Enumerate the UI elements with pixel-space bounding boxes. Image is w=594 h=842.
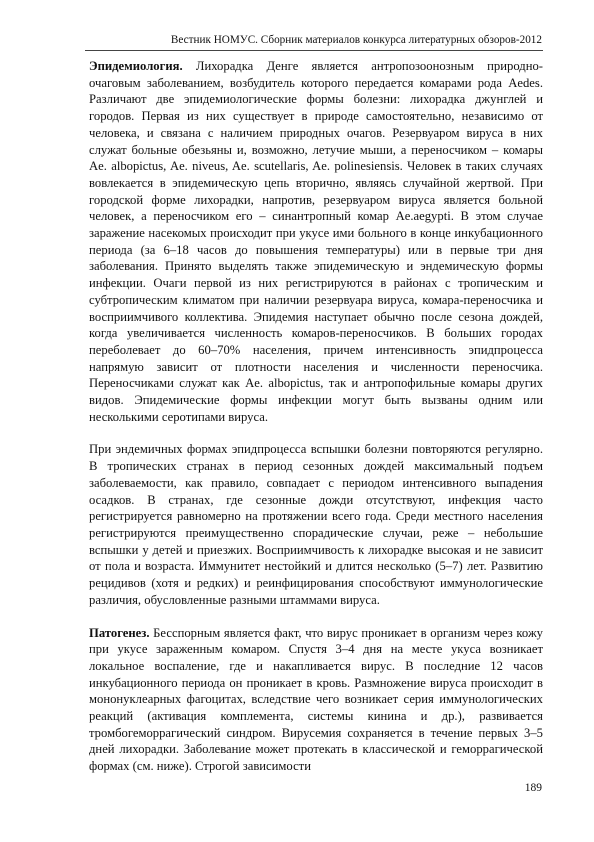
section-heading-pathogenesis: Патогенез. [89,625,150,640]
paragraph-text: Лихорадка Денге является антропозоонозным природно-очаговым заболеванием, возбудитель которого передается комарами рода Aedes. Различают две эпидемиологические формы болезни: лихорадка джунглей и городов. Первая из них существует в природе самостоятельно, независимо от человека, и связана с наличием природных очагов. Резервуаром вируса в них служат больные обезьяны и, возможно, летучие мыши, а переносчиком – комары Ae. albopictus, Ae. niveus, Ae. scutellaris, Ae. polinesiensis. Человек в таких случаях вовлекается в эпидемическую цепь вторично, являясь случайной жертвой. При городской форме лихорадки, напротив, резервуаром вируса является больной человек, а переносчиком его – синантропный комар Ae.aegypti. В этом случае заражение насекомых происходит при укусе ими больного в конце инкубационного периода (за 6–18 часов до повышения температуры) или в первые три дня заболевания. Принято выделять также эпидемическую и эндемическую формы инфекции. Очаги первой из них регистрируются в районах с тропическим и субтропическим климатом при наличии резервуара вируса, комара-переносчика и восприимчивого коллектива. Эпидемия наступает обычно после сезона дождей, когда увеличивается численность комаров-переносчиков. В больших городах переболевает до 60–70% населения, причем интенсивность эпидпроцесса напрямую зависит от плотности населения и численности переносчика. Переносчиками служат как Ae. albopictus, так и антропофильные комары других видов. Эпидемические формы инфекции могут быть вызваны одним или несколькими серотипами вируса. [89,59,543,424]
page-number: 189 [524,782,542,794]
paragraph-text: При эндемичных формах эпидпроцесса вспышки болезни повторяются регулярно. В тропических странах в период сезонных дождей максимальный подъем заболеваемости, как правило, совпадает с периодом интенсивного выпадения осадков. В странах, где сезонные дожди отсутствуют, инфекция часто регистрируется равномерно на протяжении всего года. Среди местного населения регистрируются преимущественно спорадические случаи, реже – небольшие вспышки у детей и приезжих. Восприимчивость к лихорадке высокая и не зависит от пола и возраста. Иммунитет нестойкий и длится несколько (5–7) лет. Развитию рецидивов (хотя и редких) и реинфицирования способствуют иммунологические различия, обусловленные разными штаммами вируса. [89,442,543,607]
section-heading-epidemiology: Эпидемиология. [89,59,183,73]
paragraph-text: Бесспорным является факт, что вирус проникает в организм через кожу при укусе зараженным комаром. Спустя 3–4 дня на месте укуса возникает локальное воспаление, где и накапливается вирус. В последние 12 часов инкубационного периода он проникает в кровь. Размножение вируса происходит в мононуклеарных фагоцитах, вследствие чего возникает серия иммунологических реакций (активация комплемента, системы кинина и др.), развивается тромбогеморрагический синдром. Вирусемия сохраняется в течение первых 3–5 дней лихорадки. Заболевание может протекать в классической и геморрагической формах (см. ниже). Строгой зависимости [89,625,543,774]
paragraph-epidemiology [89,58,543,425]
header-divider [85,50,543,51]
running-header: Вестник НОМУС. Сборник материалов конкурса литературных обзоров-2012 [170,34,542,46]
paragraph-endemic-forms [89,441,543,608]
paragraph-pathogenesis [89,625,543,775]
article-body [89,58,543,775]
